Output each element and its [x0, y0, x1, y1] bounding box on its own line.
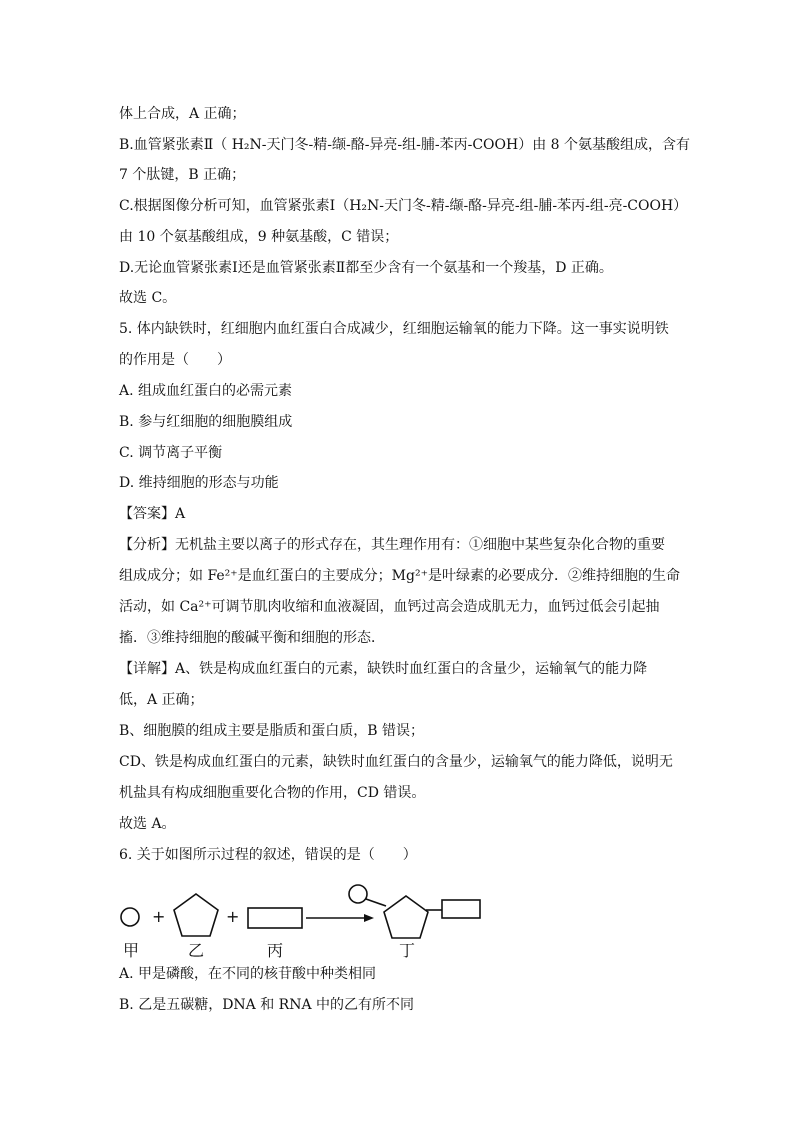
nucleotide-diagram-svg — [118, 880, 498, 960]
text-line: C.根据图像分析可知，血管紧张素Ⅰ（H₂N-天门冬-精-缬-酪-异亮-组-脯-苯丙-组-亮-COOH） — [119, 198, 688, 214]
analysis: 活动，如 Ca²⁺可调节肌肉收缩和血液凝固，血钙过高会造成肌无力，血钙过低会引起抽 — [119, 599, 660, 615]
analysis: 搐．③维持细胞的酸碱平衡和细胞的形态． — [119, 630, 385, 646]
pentose-pentagon — [174, 894, 218, 936]
text-line: D.无论血管紧张素Ⅰ还是血管紧张素Ⅱ都至少含有一个氨基和一个羧基，D 正确。 — [119, 260, 613, 276]
explanation: B、细胞膜的组成主要是脂质和蛋白质，B 错误； — [119, 723, 425, 739]
conclusion: 故选 A。 — [119, 816, 176, 832]
label-yi: 乙 — [188, 941, 205, 960]
plus-sign: + — [226, 907, 240, 926]
option-b: B. 乙是五碳糖，DNA 和 RNA 中的乙有所不同 — [119, 997, 415, 1013]
question-5-stem: 的作用是（ ） — [119, 352, 231, 368]
explanation: CD、铁是构成血红蛋白的元素，缺铁时血红蛋白的含量少，运输氧气的能力降低，说明无 — [119, 754, 673, 770]
option-a: A. 组成血红蛋白的必需元素 — [119, 383, 293, 399]
bond-line — [366, 899, 386, 906]
question-5-stem: 5. 体内缺铁时，红细胞内血红蛋白合成减少，红细胞运输氧的能力下降。这一事实说明铁 — [119, 321, 669, 337]
option-b: B. 参与红细胞的细胞膜组成 — [119, 414, 293, 430]
label-jia: 甲 — [123, 941, 140, 960]
option-d: D. 维持细胞的形态与功能 — [119, 475, 279, 491]
nucleotide-base — [442, 900, 480, 918]
text-line: 体上合成，A 正确； — [119, 106, 246, 122]
option-c: C. 调节离子平衡 — [119, 445, 223, 461]
text-line: B.血管紧张素Ⅱ（ H₂N-天门冬-精-缬-酪-异亮-组-脯-苯丙-COOH）由 8 个氨基酸组成，含有 — [119, 137, 691, 153]
label-bing: 丙 — [267, 941, 284, 960]
nucleotide-pentose — [384, 896, 428, 938]
answer: 【答案】A — [119, 506, 186, 522]
explanation: 机盐具有构成细胞重要化合物的作用，CD 错误。 — [119, 785, 426, 801]
phosphate-circle — [121, 908, 139, 926]
nucleotide-phosphate — [349, 885, 367, 903]
analysis: 组成成分；如 Fe²⁺是血红蛋白的主要成分；Mg²⁺是叶绿素的必要成分．②维持细胞的生命 — [119, 568, 680, 584]
text-line: 7 个肽键，B 正确； — [119, 167, 246, 183]
nucleotide-diagram — [118, 880, 498, 960]
analysis: 【分析】无机盐主要以离子的形式存在，其生理作用有：①细胞中某些复杂化合物的重要 — [119, 537, 665, 553]
text-line: 由 10 个氨基酸组成，9 种氨基酸，C 错误； — [119, 229, 399, 245]
base-rectangle — [248, 908, 302, 928]
explanation: 低，A 正确； — [119, 692, 204, 708]
plus-sign: + — [152, 907, 166, 926]
question-6-stem: 6. 关于如图所示过程的叙述，错误的是（ ） — [119, 847, 417, 863]
label-ding: 丁 — [399, 941, 416, 960]
explanation: 【详解】A、铁是构成血红蛋白的元素，缺铁时血红蛋白的含量少，运输氧气的能力降 — [119, 661, 648, 677]
option-a: A. 甲是磷酸，在不同的核苷酸中种类相同 — [119, 966, 377, 982]
text-line: 故选 C。 — [119, 290, 177, 306]
arrow-head — [364, 914, 374, 922]
